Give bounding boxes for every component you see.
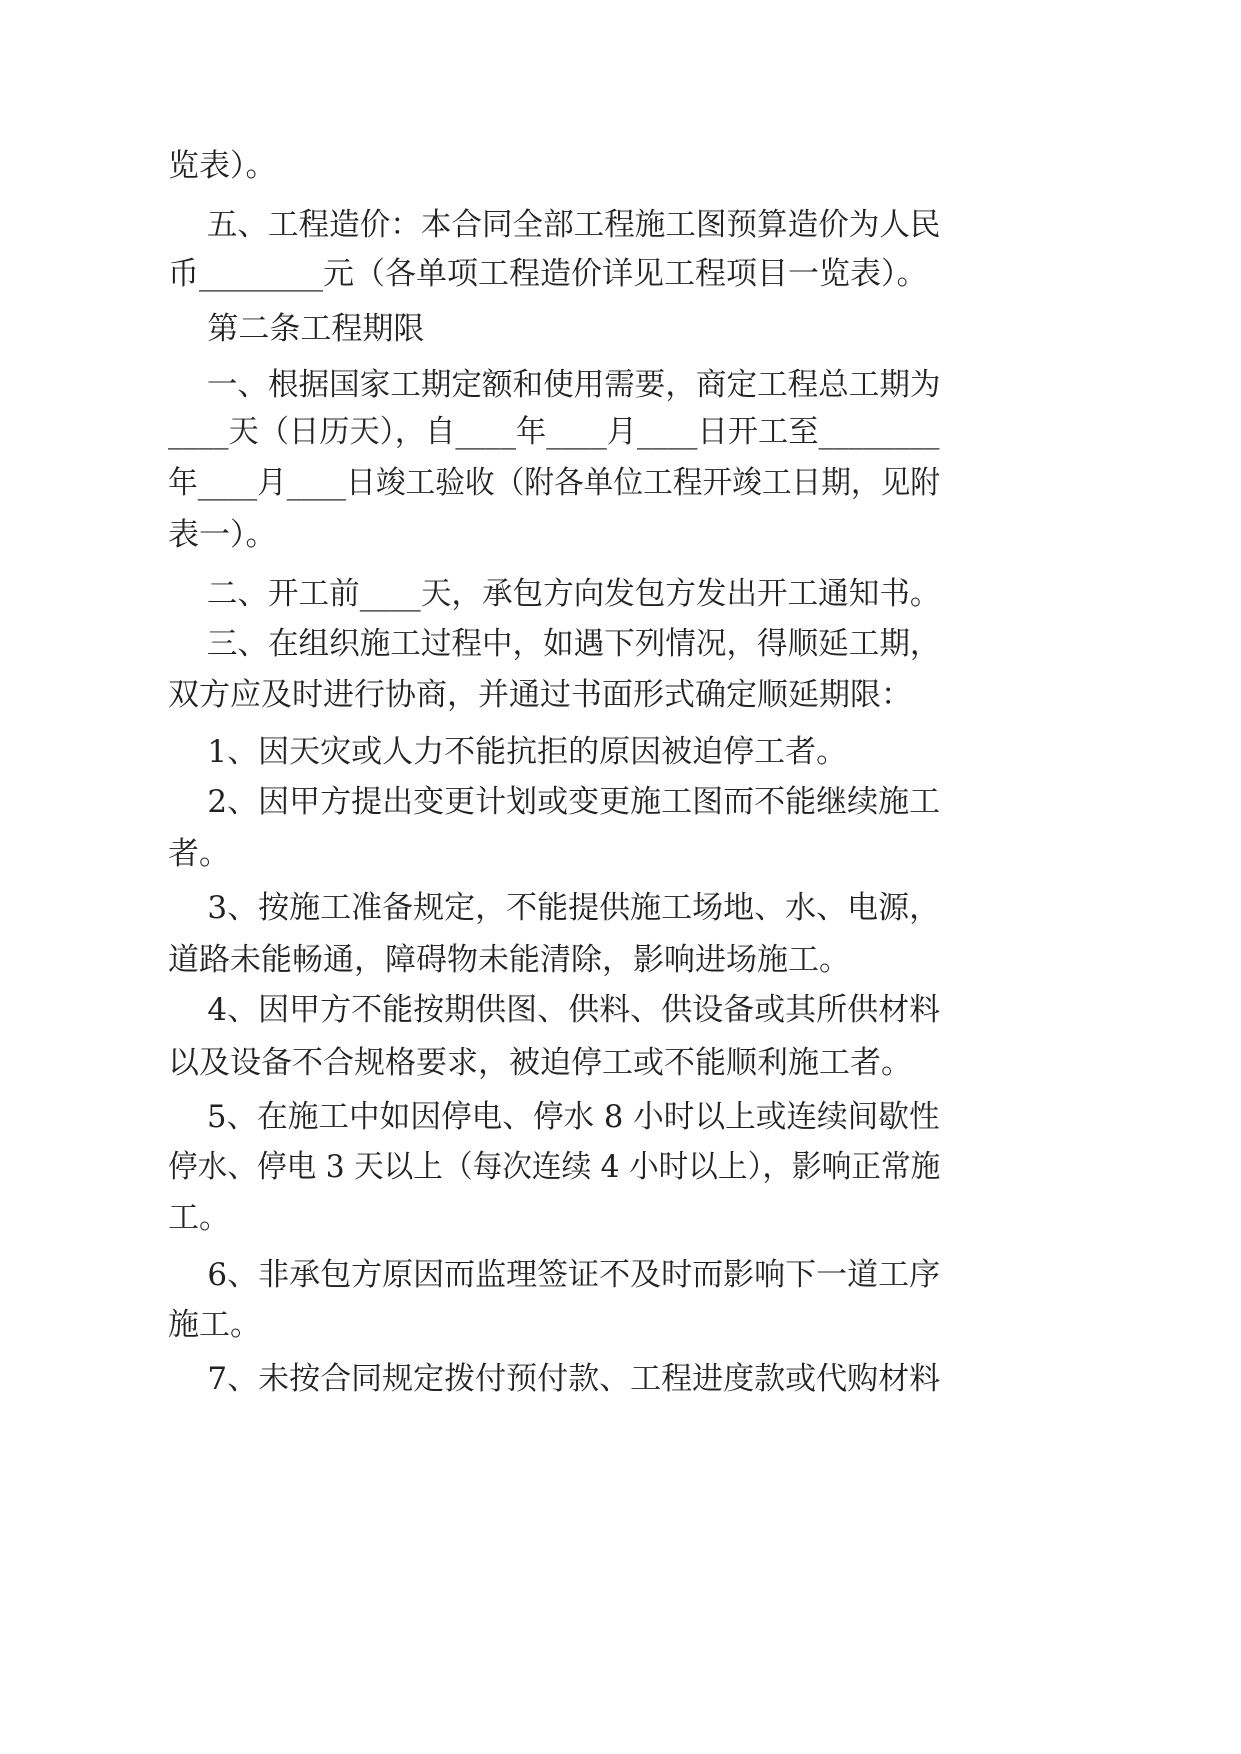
text-line: 览表）。 (168, 148, 277, 184)
text-line: 表一）。 (168, 517, 277, 553)
text-line: 工。 (168, 1200, 230, 1236)
text-line: 双方应及时进行协商，并通过书面形式确定顺延期限： (168, 677, 912, 713)
text-line: 币________元（各单项工程造价详见工程项目一览表）。 (168, 256, 928, 292)
text-line: 1、因天灾或人力不能抗拒的原因被迫停工者。 (168, 734, 848, 770)
text-line: 4、因甲方不能按期供图、供料、供设备或其所供材料 (168, 992, 941, 1028)
text-line: 者。 (168, 836, 230, 872)
text-line: ____天（日历天），自____年____月____日开工至________ (168, 414, 940, 450)
text-line: 2、因甲方提出变更计划或变更施工图而不能继续施工 (168, 784, 941, 820)
text-line: 5、在施工中如因停电、停水 8 小时以上或连续间歇性 (168, 1099, 940, 1135)
text-line: 第二条工程期限 (168, 311, 425, 347)
text-line: 施工。 (168, 1307, 261, 1343)
text-line: 三、在组织施工过程中，如遇下列情况，得顺延工期， (168, 626, 941, 662)
text-line: 年____月____日竣工验收（附各单位工程开竣工日期，见附 (168, 465, 940, 501)
text-line: 一、根据国家工期定额和使用需要，商定工程总工期为 (168, 367, 941, 403)
text-line: 五、工程造价：本合同全部工程施工图预算造价为人民 (168, 207, 941, 243)
text-line: 以及设备不合规格要求，被迫停工或不能顺利施工者。 (168, 1045, 912, 1081)
text-line: 停水、停电 3 天以上（每次连续 4 小时以上），影响正常施 (168, 1149, 941, 1185)
text-line: 道路未能畅通，障碍物未能清除，影响进场施工。 (168, 942, 850, 978)
text-line: 7、未按合同规定拨付预付款、工程进度款或代购材料 (168, 1361, 941, 1397)
text-line: 6、非承包方原因而监理签证不及时而影响下一道工序 (168, 1257, 941, 1293)
text-line: 3、按施工准备规定，不能提供施工场地、水、电源， (168, 890, 941, 926)
text-line: 二、开工前____天，承包方向发包方发出开工通知书。 (168, 576, 941, 612)
